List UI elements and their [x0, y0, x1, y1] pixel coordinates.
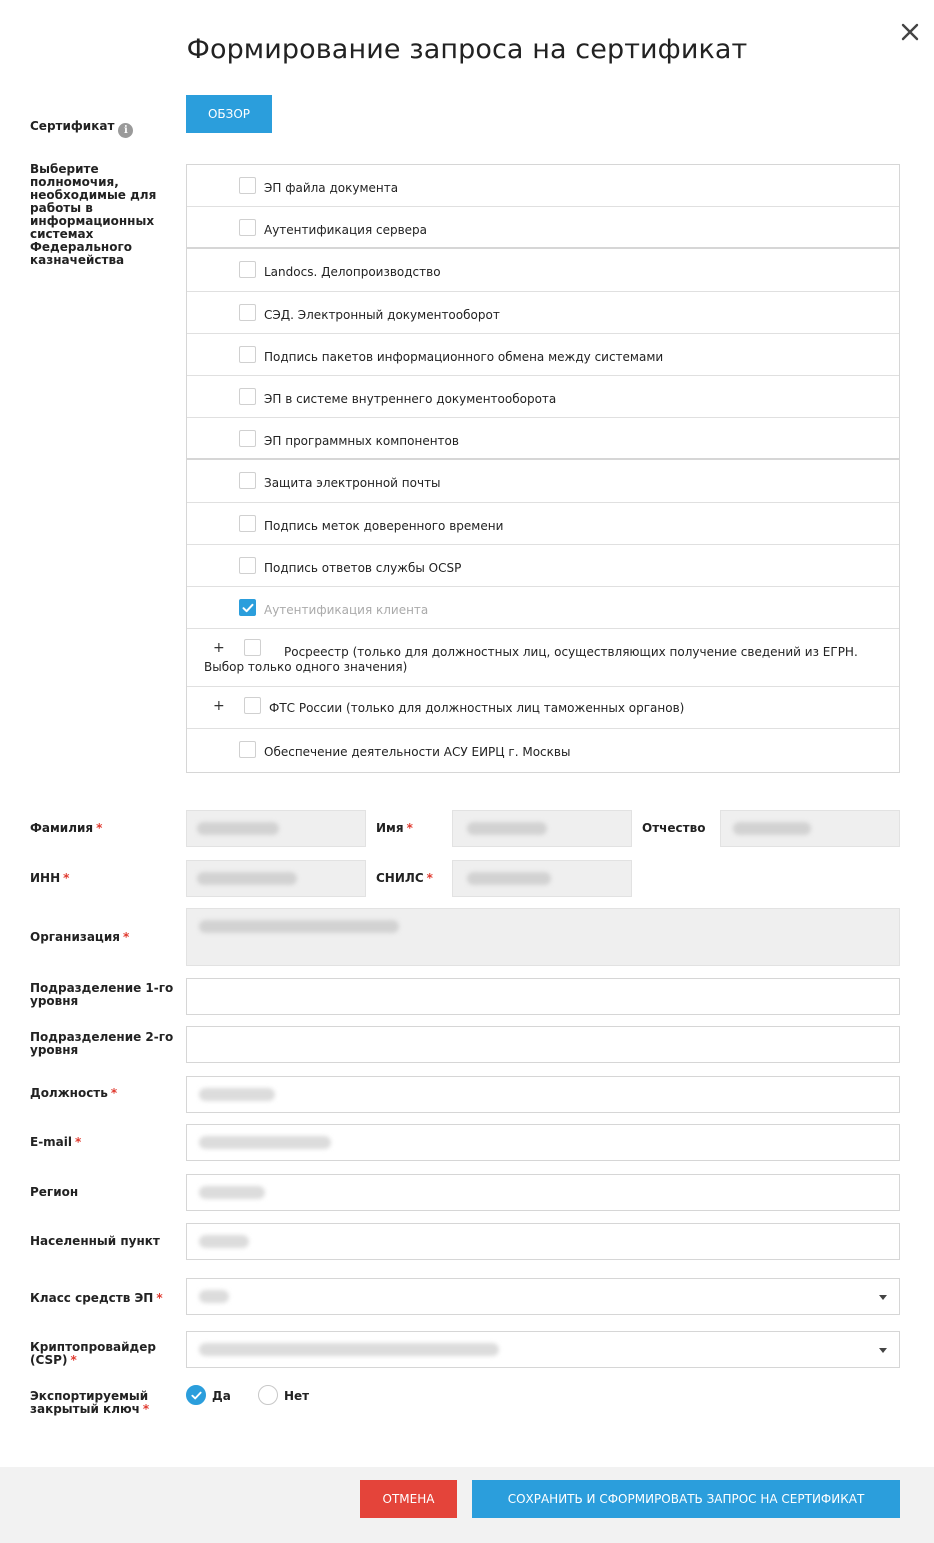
permission-label: ЭП файла документа — [264, 181, 399, 195]
organization-field[interactable] — [186, 908, 900, 966]
snils-label: СНИЛС * — [376, 871, 433, 885]
middle-name-label: Отчество — [642, 821, 706, 835]
permission-row — [187, 729, 899, 772]
permission-checkbox[interactable] — [239, 557, 256, 574]
permission-checkbox[interactable] — [244, 697, 261, 714]
region-label: Регион — [30, 1185, 79, 1199]
permission-checkbox[interactable] — [239, 177, 256, 194]
permission-row — [187, 629, 899, 687]
permission-label: СЭД. Электронный документооборот — [264, 308, 500, 322]
permission-row — [187, 165, 899, 207]
exportable-key-no-label: Нет — [284, 1389, 310, 1403]
exportable-key-no-radio[interactable] — [258, 1385, 278, 1405]
exportable-key-label: Экспортируемый закрытый ключ * — [30, 1389, 150, 1416]
subdivision1-label: Подразделение 1-го уровня — [30, 981, 174, 1008]
expand-plus-icon[interactable]: + — [213, 698, 225, 714]
chevron-down-icon — [879, 1348, 887, 1353]
permissions-list — [186, 164, 900, 773]
permission-checkbox[interactable] — [239, 472, 256, 489]
subdivision2-field[interactable] — [186, 1026, 900, 1063]
ep-class-select[interactable] — [186, 1278, 900, 1315]
certificate-label: Сертификат i — [30, 120, 133, 138]
permission-label: Обеспечение деятельности АСУ ЕИРЦ г. Москвы — [264, 745, 571, 759]
exportable-key-yes-radio[interactable] — [186, 1385, 206, 1405]
permission-row — [187, 545, 899, 587]
permission-label: ЭП в системе внутреннего документооборота — [264, 392, 557, 406]
permission-row — [187, 249, 899, 292]
csp-label: Криптопровайдер (CSP) * — [30, 1340, 156, 1367]
permission-label: ЭП программных компонентов — [264, 434, 459, 448]
permission-row — [187, 503, 899, 545]
permission-label: ФТС России (только для должностных лиц таможенных органов) — [269, 701, 685, 715]
permission-checkbox[interactable] — [239, 261, 256, 278]
csp-select[interactable] — [186, 1331, 900, 1368]
subdivision1-field[interactable] — [186, 978, 900, 1015]
chevron-down-icon — [879, 1295, 887, 1300]
close-icon[interactable] — [898, 20, 922, 44]
last-name-field[interactable] — [186, 810, 366, 847]
first-name-label: Имя * — [376, 821, 413, 835]
cancel-button[interactable]: ОТМЕНА — [360, 1480, 457, 1518]
email-field[interactable] — [186, 1124, 900, 1161]
permissions-label: Выберите полномочия, необходимые для работы в информационных системах Федерального казначейства — [30, 162, 157, 267]
permission-label: Подпись пакетов информационного обмена между системами — [264, 350, 664, 364]
expand-plus-icon[interactable]: + — [213, 640, 225, 656]
permission-checkbox[interactable] — [239, 388, 256, 405]
browse-button[interactable]: ОБЗОР — [186, 95, 272, 133]
permission-row — [187, 460, 899, 503]
permission-checkbox[interactable] — [239, 304, 256, 321]
permission-row — [187, 587, 899, 629]
save-and-generate-button[interactable]: СОХРАНИТЬ И СФОРМИРОВАТЬ ЗАПРОС НА СЕРТИФИКАТ — [472, 1480, 900, 1518]
permission-label: Росреестр (только для должностных лиц, осуществляющих получение сведений из ЕГРН. Выбор только одного значения) — [204, 645, 858, 674]
locality-label: Населенный пункт — [30, 1234, 160, 1248]
permission-label: Подпись ответов службы OCSP — [264, 561, 462, 575]
permission-checkbox[interactable] — [239, 741, 256, 758]
permission-label: Landocs. Делопроизводство — [264, 265, 441, 279]
email-label: E-mail * — [30, 1135, 82, 1149]
ep-class-label: Класс средств ЭП * — [30, 1291, 163, 1305]
position-label: Должность * — [30, 1086, 118, 1100]
permission-checkbox[interactable] — [239, 515, 256, 532]
exportable-key-yes-label: Да — [212, 1389, 231, 1403]
permission-row — [187, 687, 899, 729]
organization-label: Организация * — [30, 930, 130, 944]
permission-row — [187, 376, 899, 418]
permission-row — [187, 292, 899, 334]
inn-label: ИНН * — [30, 871, 70, 885]
dialog-title: Формирование запроса на сертификат — [186, 34, 748, 65]
permission-row — [187, 334, 899, 376]
middle-name-field[interactable] — [720, 810, 900, 847]
permission-checkbox[interactable] — [239, 599, 256, 616]
subdivision2-label: Подразделение 2-го уровня — [30, 1030, 174, 1057]
permission-label: Аутентификация сервера — [264, 223, 428, 237]
position-field[interactable] — [186, 1076, 900, 1113]
permission-checkbox[interactable] — [239, 346, 256, 363]
permission-label: Аутентификация клиента — [264, 603, 429, 617]
snils-field[interactable] — [452, 860, 632, 897]
last-name-label: Фамилия * — [30, 821, 103, 835]
inn-field[interactable] — [186, 860, 366, 897]
permission-checkbox[interactable] — [239, 219, 256, 236]
locality-field[interactable] — [186, 1223, 900, 1260]
region-field[interactable] — [186, 1174, 900, 1211]
info-icon[interactable]: i — [118, 123, 133, 138]
permission-row — [187, 207, 899, 249]
permission-row — [187, 418, 899, 460]
permission-label: Подпись меток доверенного времени — [264, 519, 504, 533]
permission-checkbox[interactable] — [239, 430, 256, 447]
permission-label: Защита электронной почты — [264, 476, 441, 490]
first-name-field[interactable] — [452, 810, 632, 847]
